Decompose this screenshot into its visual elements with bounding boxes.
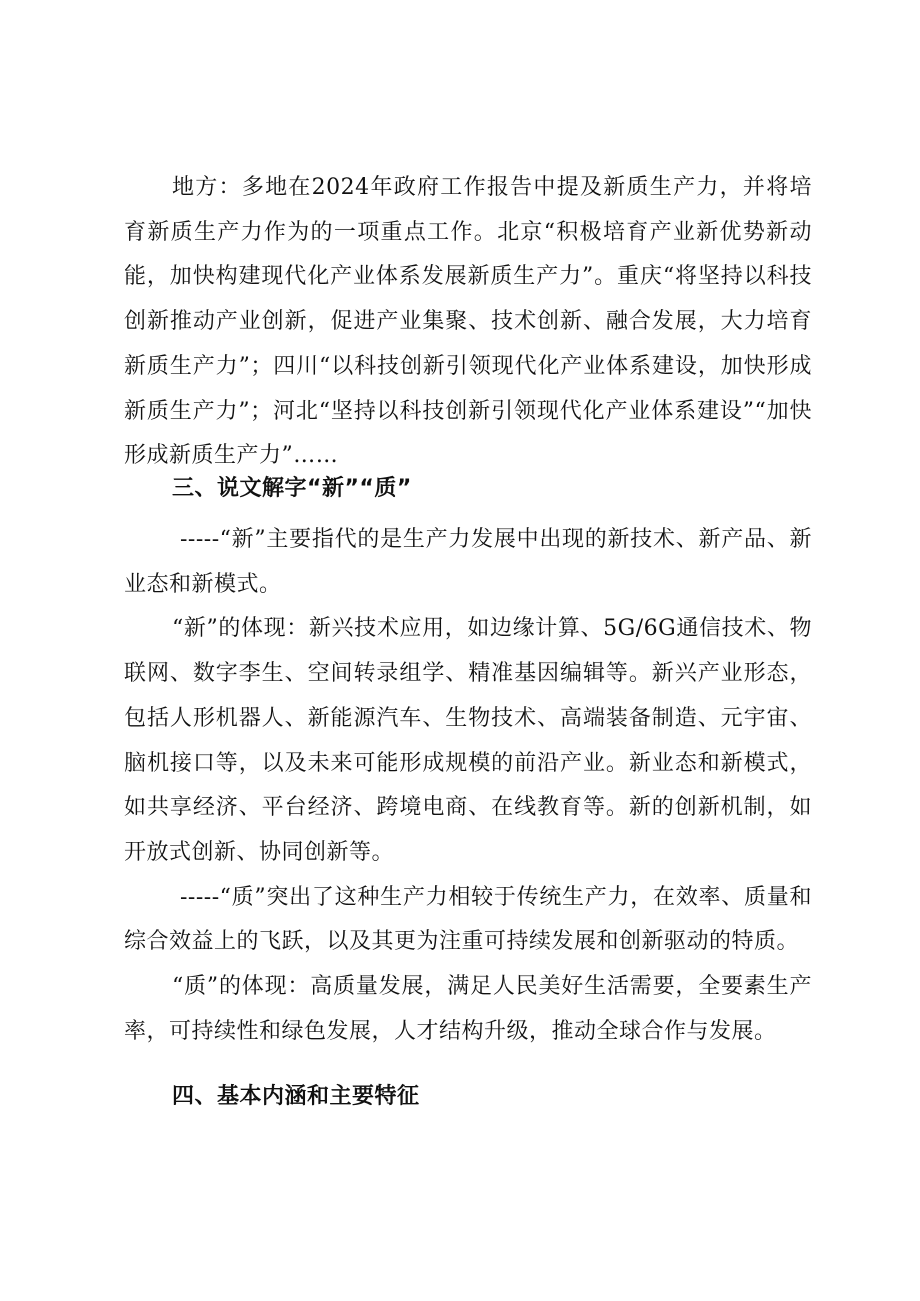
zhi-manifestation-paragraph: “质”的体现：高质量发展，满足人民美好生活需要，全要素生产率，可持续性和绿色发展，人才结构升级，推动全球合作与发展。 [124,974,812,1044]
xin-paragraphs-block [124,518,812,1054]
section-4-heading: 四、基本内涵和主要特征 [172,1084,420,1109]
xin-manifestation-paragraph: “新”的体现：新兴技术应用，如边缘计算、5G/6G通信技术、物联网、数字李生、空间转录组学、精准基因编辑等。新兴产业形态，包括人形机器人、新能源汽车、生物技术、高端装备制造、元宇宙、脑机接口等，以及未来可能形成规模的前沿产业。新业态和新模式，如共享经济、平台经济、跨境电商、在线教育等。新的创新机制，如开放式创新、协同创新等。 [124,616,812,865]
zhi-definition-paragraph: -----“质”突出了这种生产力相较于传统生产力，在效率、质量和综合效益上的飞跃，以及其更为注重可持续发展和创新驱动的特质。 [124,884,812,955]
xin-definition-paragraph: -----“新”主要指代的是生产力发展中出现的新技术、新产品、新业态和新模式。 [124,527,812,597]
section-3-heading: 三、说文解字“新”“质” [172,476,412,501]
local-paragraph-block [124,166,812,479]
local-reports-paragraph: 地方：多地在2024年政府工作报告中提及新质生产力，并将培育新质生产力作为的一项重点工作。北京“积极培育产业新优势新动能，加快构建现代化产业体系发展新质生产力”。重庆“将坚持以科技创新推动产业创新，促进产业集聚、技术创新、融合发展，大力培育新质生产力”；四川“以科技创新引领现代化产业体系建设，加快形成新质生产力”；河北“坚持以科技创新引领现代化产业体系建设”“加快形成新质生产力”…… [124,175,812,469]
